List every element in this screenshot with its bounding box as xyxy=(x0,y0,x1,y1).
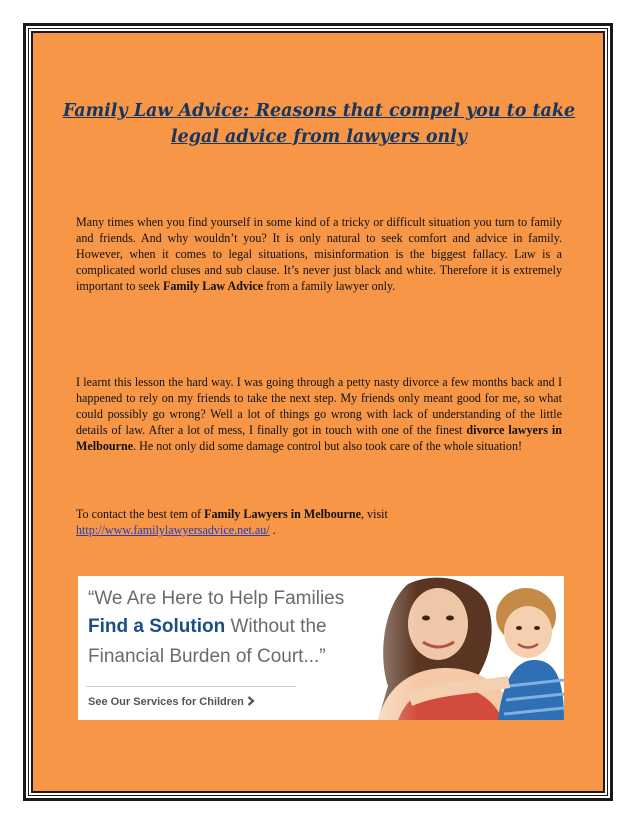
banner-emphasis: Find a Solution xyxy=(88,616,226,637)
paragraph-story-bold: divorce lawyers in Melbourne xyxy=(76,423,562,454)
chevron-right-icon xyxy=(247,696,255,706)
paragraph-contact-middle: , visit xyxy=(361,507,388,521)
paragraph-contact-tail: . xyxy=(269,523,276,538)
services-for-children-link[interactable] xyxy=(88,696,255,708)
banner-headline-line3: Financial Burden of Court...” xyxy=(88,646,326,667)
paragraph-contact-text: To contact the best tem of xyxy=(76,507,205,521)
contact-link[interactable]: http://www.familylawyersadvice.net.au/ xyxy=(76,523,270,538)
paragraph-intro xyxy=(76,214,562,294)
banner-divider xyxy=(86,686,296,687)
paragraph-intro-bold: Family Law Advice xyxy=(163,279,264,294)
paragraph-story-tail: . He not only did some damage control but also took care of the whole situation! xyxy=(133,439,523,454)
paragraph-contact xyxy=(76,506,562,538)
paragraph-story-text: I learnt this lesson the hard way. I was going through a petty nasty divorce a few months back and I happened to rely on my friends to take the next step. My friends only meant good for me, so what could possibly go wrong? Well a lot of things go wrong with lack of understanding of the little details of law. After a lot of mess, I finally got in touch with one of the finest xyxy=(76,375,562,438)
paragraph-story xyxy=(76,374,562,454)
banner-line2-rest: Without the xyxy=(225,616,327,637)
banner-headline-line1: “We Are Here to Help Families xyxy=(88,588,345,609)
paragraph-intro-tail: from a family lawyer only. xyxy=(263,279,396,294)
paragraph-intro-text: Many times when you find yourself in some kind of a tricky or difficult situation you turn to family and friends. And why wouldn’t you? It is only natural to seek comfort and advice in family. However, when it comes to legal situations, misinformation is the biggest fallacy. Law is a complicated world cluses and sub clause. It’s never just black and white. Therefore it is extremely important to seek xyxy=(76,215,562,294)
paragraph-contact-bold: Family Lawyers in Melbourne xyxy=(204,507,361,521)
banner-headline-line2 xyxy=(88,616,327,638)
cta-label: See Our Services for Children xyxy=(88,696,244,708)
promo-banner[interactable] xyxy=(78,576,564,720)
document-title: Family Law Advice: Reasons that compel you to take legal advice from lawyers only xyxy=(62,101,576,147)
